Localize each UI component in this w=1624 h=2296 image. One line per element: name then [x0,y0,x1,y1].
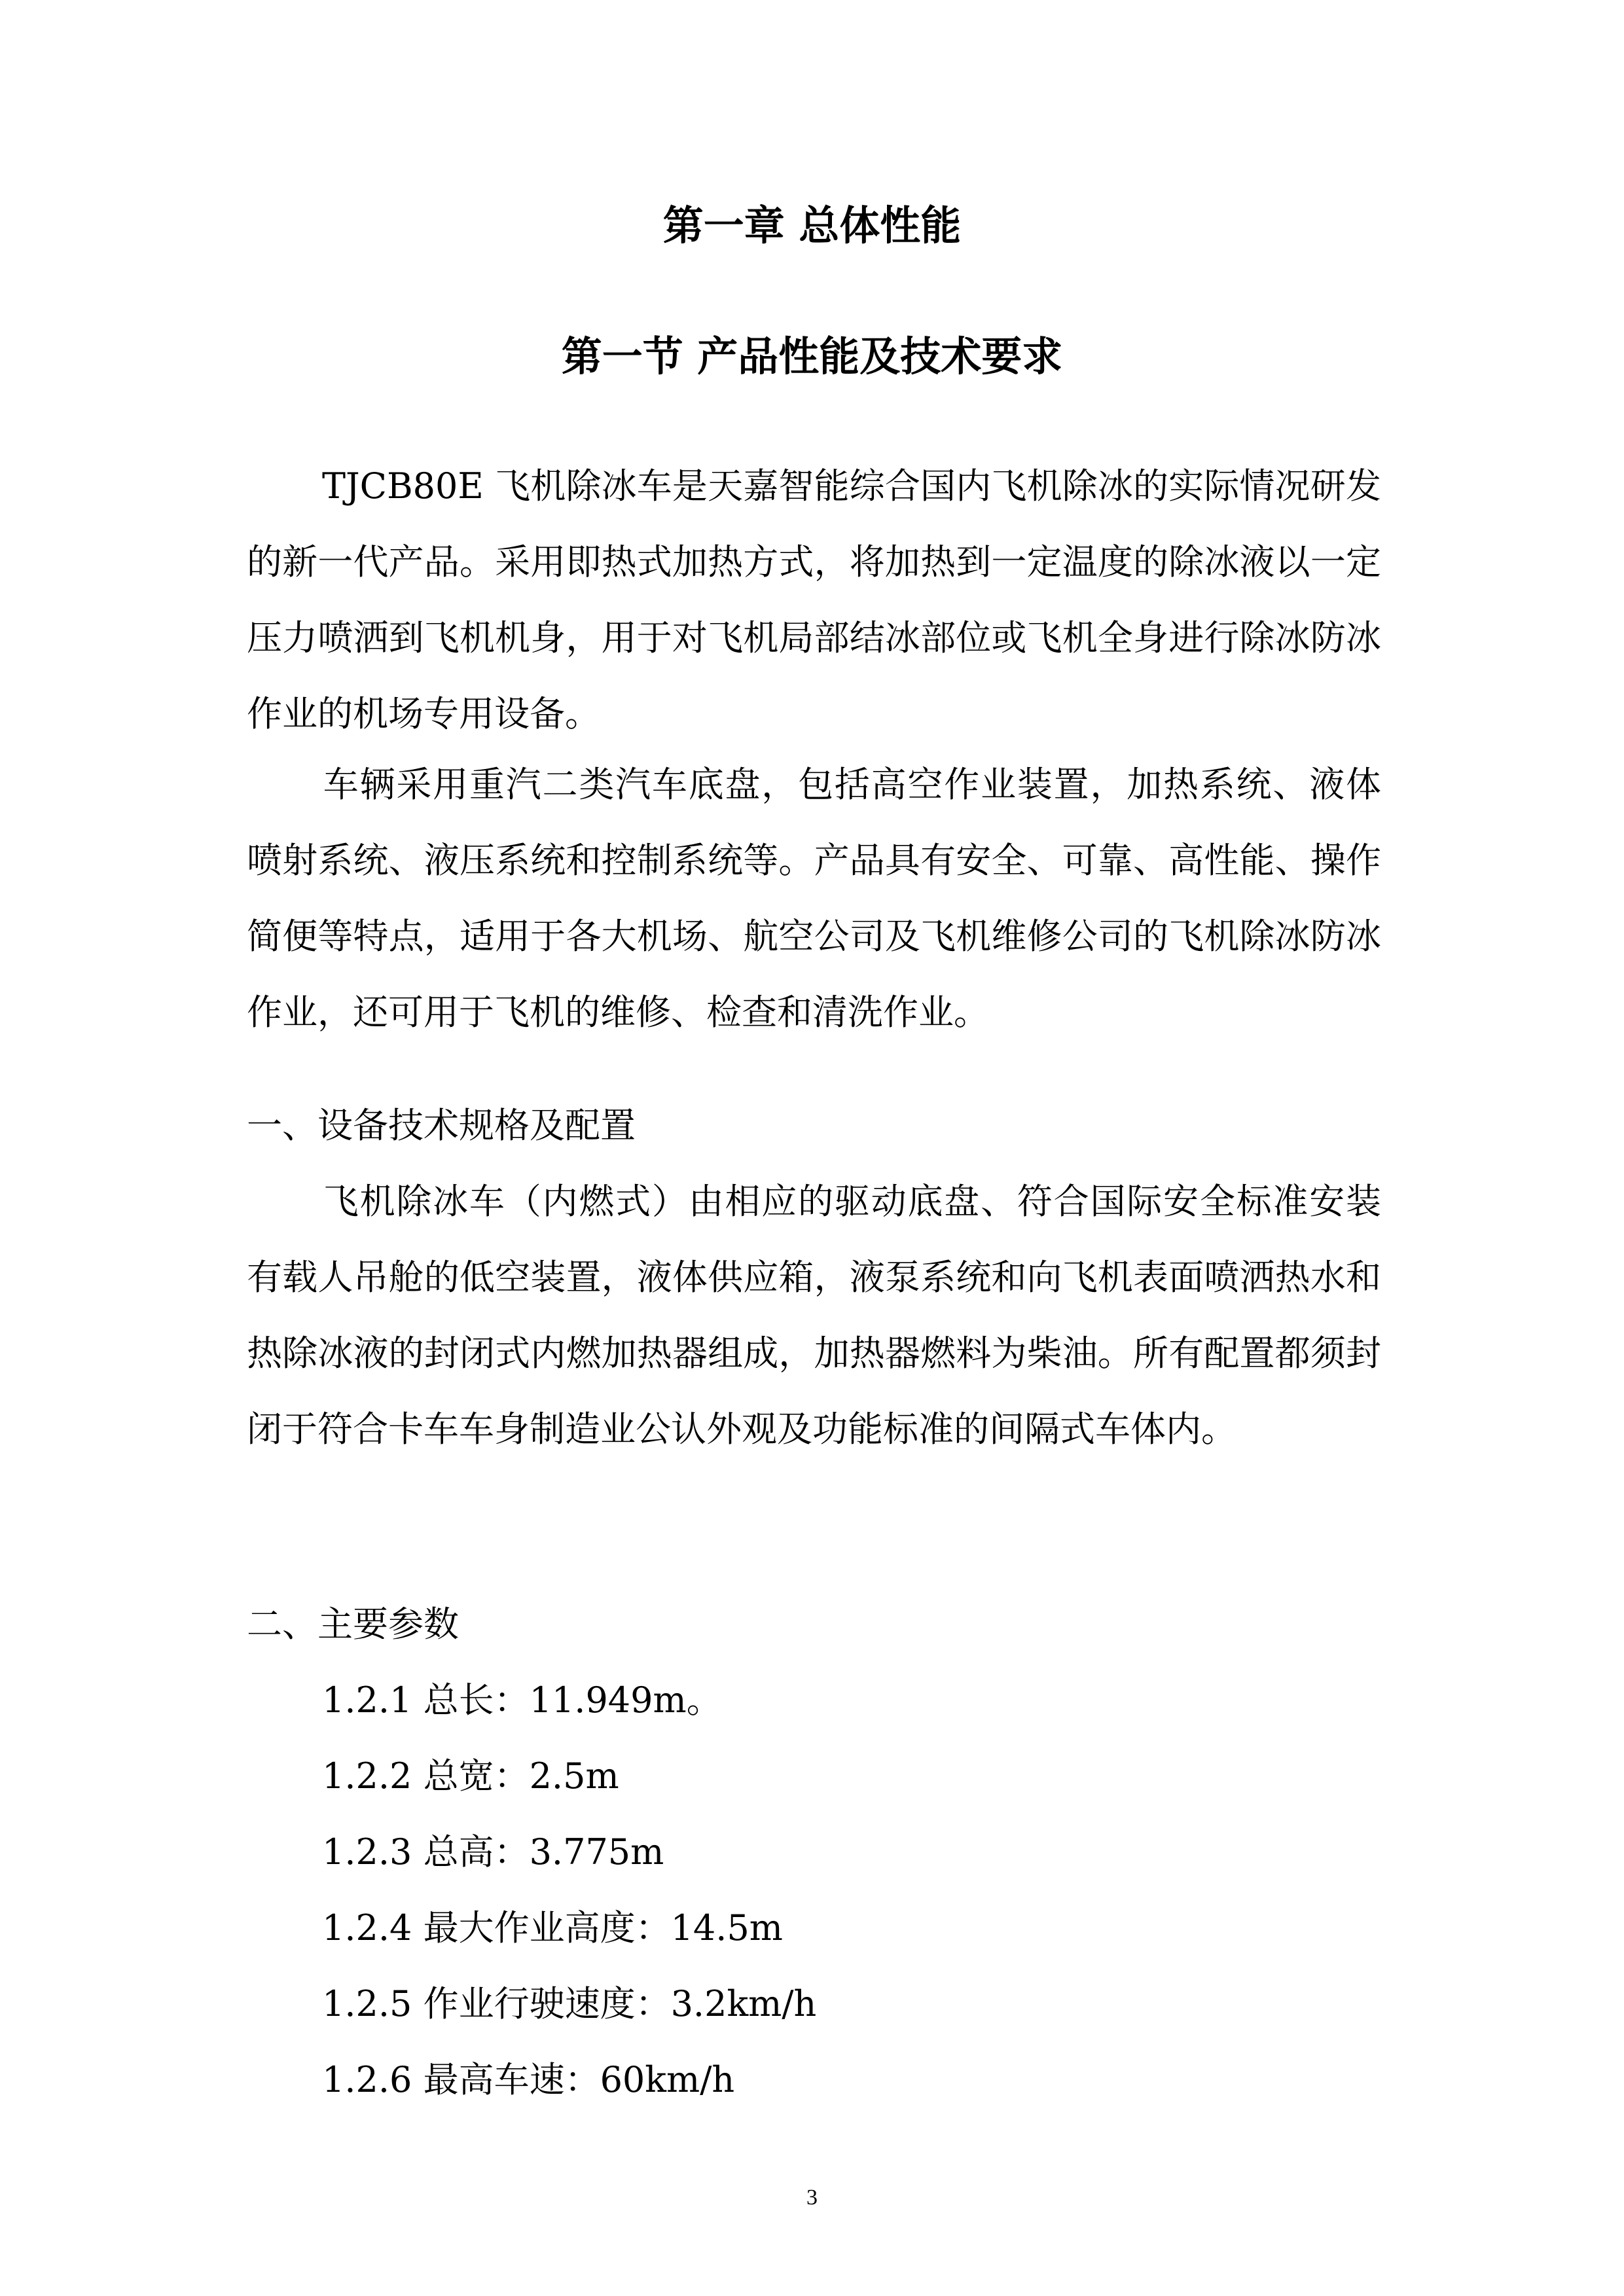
config-paragraph-text: 飞机除冰车（内燃式）由相应的驱动底盘、符合国际安全标准安装有载人吊舱的低空装置，液体供应箱，液泵系统和向飞机表面喷洒热水和热除冰液的封闭式内燃加热器组成，加热器燃料为柴油。所有配置都须封闭于符合卡车车身制造业公认外观及功能标准的间隔式车体内。 [247,1181,1381,1450]
parameter-item: 1.2.3 总高：3.775m [322,1831,664,1873]
parameter-item: 1.2.2 总宽：2.5m [322,1755,619,1797]
spec-subheading: 一、设备技术规格及配置 [247,1105,636,1146]
params-subheading: 二、主要参数 [247,1604,459,1645]
parameter-item: 1.2.6 最高车速：60km/h [322,2059,735,2100]
chapter-title: 第一章 总体性能 [662,202,962,249]
intro-paragraph [247,448,1381,752]
composition-paragraph [247,747,1381,1050]
parameter-item: 1.2.1 总长：11.949m。 [322,1679,722,1721]
intro-paragraph-text: TJCB80E 飞机除冰车是天嘉智能综合国内飞机除冰的实际情况研发的新一代产品。采用即热式加热方式，将加热到一定温度的除冰液以一定压力喷洒到飞机机身，用于对飞机局部结冰部位或飞机全身进行除冰防冰作业的机场专用设备。 [247,465,1381,734]
config-paragraph [247,1164,1381,1467]
parameter-item: 1.2.4 最大作业高度：14.5m [322,1907,784,1948]
section-title: 第一节 产品性能及技术要求 [561,332,1063,380]
page-number: 3 [806,2185,818,2210]
composition-paragraph-text: 车辆采用重汽二类汽车底盘，包括高空作业装置，加热系统、液体喷射系统、液压系统和控制系统等。产品具有安全、可靠、高性能、操作简便等特点，适用于各大机场、航空公司及飞机维修公司的飞机除冰防冰作业，还可用于飞机的维修、检查和清洗作业。 [247,764,1381,1033]
parameter-item: 1.2.5 作业行驶速度：3.2km/h [322,1983,817,2024]
